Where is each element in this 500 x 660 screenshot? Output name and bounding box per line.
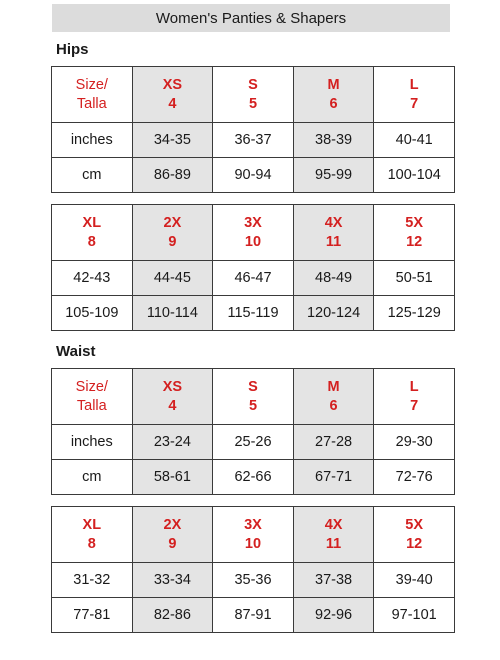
value-cell: 31-32 [52, 563, 133, 598]
value-cell: 36-37 [213, 123, 294, 158]
size-header-cell: L 7 [374, 67, 455, 123]
table-row [52, 123, 455, 158]
size-header-cell: 2X 9 [132, 205, 213, 261]
table-row [52, 296, 455, 331]
value-cell: 77-81 [52, 598, 133, 633]
value-cell: 42-43 [52, 261, 133, 296]
value-cell: 35-36 [213, 563, 294, 598]
unit-cell: inches [52, 425, 133, 460]
size-header-cell: 4X 11 [293, 507, 374, 563]
unit-cell: cm [52, 158, 133, 193]
value-cell: 33-34 [132, 563, 213, 598]
value-cell: 97-101 [374, 598, 455, 633]
table-row [52, 158, 455, 193]
value-cell: 72-76 [374, 460, 455, 495]
unit-cell: inches [52, 123, 133, 158]
value-cell: 90-94 [213, 158, 294, 193]
table-row [52, 598, 455, 633]
size-header-cell: 5X 12 [374, 205, 455, 261]
section-label-waist: Waist [56, 343, 96, 360]
size-label-cell: Size/ Talla [52, 369, 133, 425]
table-row [52, 261, 455, 296]
value-cell: 92-96 [293, 598, 374, 633]
value-cell: 87-91 [213, 598, 294, 633]
value-cell: 120-124 [293, 296, 374, 331]
value-cell: 115-119 [213, 296, 294, 331]
section-label-hips: Hips [56, 41, 89, 58]
hips-size-table-1 [51, 66, 455, 193]
table-header-row [52, 369, 455, 425]
value-cell: 38-39 [293, 123, 374, 158]
value-cell: 62-66 [213, 460, 294, 495]
value-cell: 67-71 [293, 460, 374, 495]
value-cell: 95-99 [293, 158, 374, 193]
value-cell: 40-41 [374, 123, 455, 158]
size-header-cell: S 5 [213, 67, 294, 123]
waist-size-table-2 [51, 506, 455, 633]
table-header-row [52, 507, 455, 563]
value-cell: 125-129 [374, 296, 455, 331]
size-header-cell: XS 4 [132, 369, 213, 425]
value-cell: 100-104 [374, 158, 455, 193]
value-cell: 25-26 [213, 425, 294, 460]
size-header-cell: 2X 9 [132, 507, 213, 563]
value-cell: 110-114 [132, 296, 213, 331]
table-row [52, 425, 455, 460]
value-cell: 34-35 [132, 123, 213, 158]
table-header-row [52, 205, 455, 261]
size-header-cell: S 5 [213, 369, 294, 425]
value-cell: 46-47 [213, 261, 294, 296]
size-header-cell: M 6 [293, 67, 374, 123]
value-cell: 105-109 [52, 296, 133, 331]
value-cell: 58-61 [132, 460, 213, 495]
value-cell: 37-38 [293, 563, 374, 598]
size-header-cell: 5X 12 [374, 507, 455, 563]
table-row [52, 460, 455, 495]
value-cell: 27-28 [293, 425, 374, 460]
size-header-cell: 3X 10 [213, 507, 294, 563]
value-cell: 82-86 [132, 598, 213, 633]
size-header-cell: XS 4 [132, 67, 213, 123]
size-header-cell: XL 8 [52, 507, 133, 563]
value-cell: 23-24 [132, 425, 213, 460]
size-header-cell: 3X 10 [213, 205, 294, 261]
table-row [52, 563, 455, 598]
value-cell: 50-51 [374, 261, 455, 296]
value-cell: 39-40 [374, 563, 455, 598]
size-header-cell: L 7 [374, 369, 455, 425]
hips-size-table-2 [51, 204, 455, 331]
unit-cell: cm [52, 460, 133, 495]
chart-title: Women's Panties & Shapers [155, 9, 347, 27]
size-header-cell: 4X 11 [293, 205, 374, 261]
waist-size-table-1 [51, 368, 455, 495]
value-cell: 48-49 [293, 261, 374, 296]
size-header-cell: XL 8 [52, 205, 133, 261]
table-header-row [52, 67, 455, 123]
size-header-cell: M 6 [293, 369, 374, 425]
chart-title-bar [52, 4, 450, 32]
value-cell: 44-45 [132, 261, 213, 296]
size-label-cell: Size/ Talla [52, 67, 133, 123]
value-cell: 29-30 [374, 425, 455, 460]
value-cell: 86-89 [132, 158, 213, 193]
